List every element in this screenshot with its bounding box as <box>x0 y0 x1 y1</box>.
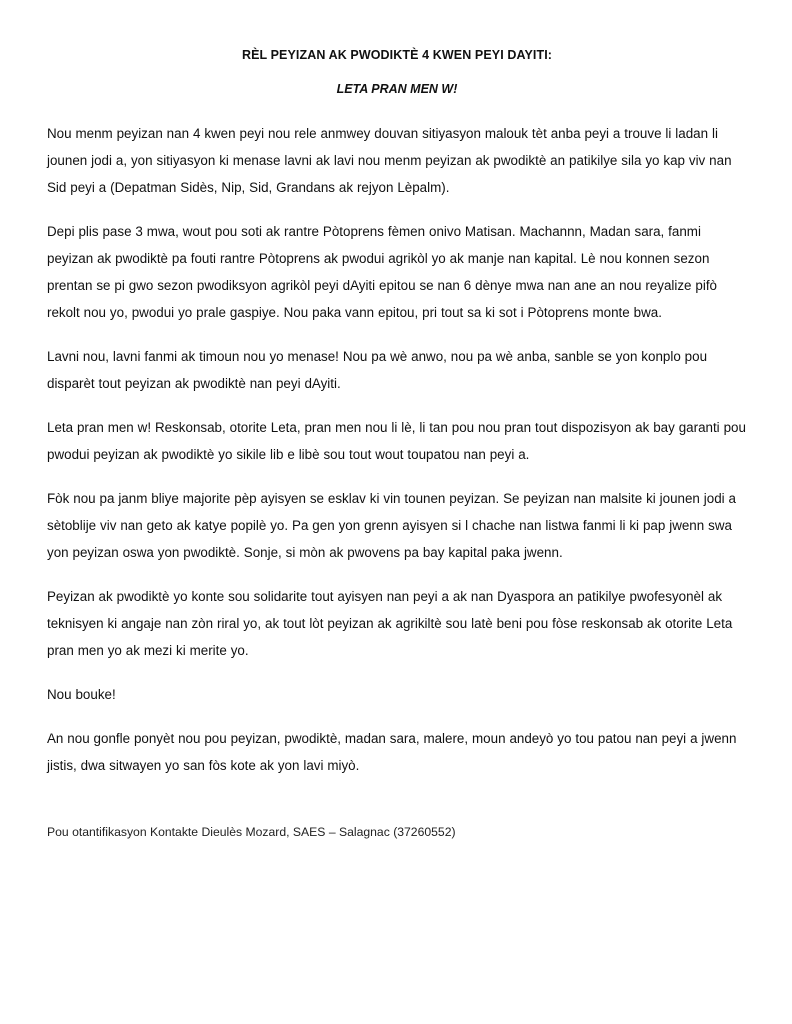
paragraph-4: Leta pran men w! Reskonsab, otorite Leta, pran men nou li lè, li tan pou nou pran tout dispozisyon ak bay garanti pou pwodui peyizan ak pwodiktè yo sikile lib e libè sou tout wout toupatou nan peyi a. <box>47 420 746 462</box>
paragraph-1: Nou menm peyizan nan 4 kwen peyi nou rele anmwey douvan sitiyasyon malouk tèt anba peyi a trouve li ladan li jounen jodi a, yon sitiyasyon ki menase lavni ak lavi nou menm peyizan ak pwodiktè an patikilye sila yo kap viv nan Sid peyi a (Depatman Sidès, Nip, Sid, Grandans ak rejyon Lèpalm). <box>47 126 732 195</box>
document-subtitle: LETA PRAN MEN W! <box>336 82 458 96</box>
paragraph-3: Lavni nou, lavni fanmi ak timoun nou yo menase! Nou pa wè anwo, nou pa wè anba, sanble se yon konplo pou disparèt tout peyizan ak pwodiktè nan peyi dAyiti. <box>47 349 708 391</box>
paragraph-5: Fòk nou pa janm bliye majorite pèp ayisyen se esklav ki vin tounen peyizan. Se peyizan nan malsite ki jounen jodi a sètoblije viv nan geto ak katye popilè yo. Pa gen yon grenn ayisyen si l chache nan listwa fanmi li ki pap jwenn swa yon peyizan oswa yon pwodiktè. Sonje, si mòn ak pwovens pa bay kapital paka jwenn. <box>47 491 736 560</box>
paragraph-6: Peyizan ak pwodiktè yo konte sou solidarite tout ayisyen nan peyi a ak nan Dyaspora an patikilye pwofesyonèl ak teknisyen ki angaje nan zòn riral yo, ak tout lòt peyizan ak agrikiltè sou latè beni pou fòse reskonsab ak otorite Leta pran men yo ak mezi ki merite yo. <box>47 589 733 658</box>
document-page <box>47 46 747 841</box>
paragraph-8: An nou gonfle ponyèt nou pou peyizan, pwodiktè, madan sara, malere, moun andeyò yo tou patou nan peyi a jwenn jistis, dwa sitwayen yo san fòs kote ak yon lavi miyò. <box>47 731 737 773</box>
paragraph-2: Depi plis pase 3 mwa, wout pou soti ak rantre Pòtoprens fèmen onivo Matisan. Machannn, Madan sara, fanmi peyizan ak pwodiktè pa fouti rantre Pòtoprens ak pwodui agrikòl yo ak manje nan kapital. Lè nou konnen sezon prentan se pi gwo sezon pwodiksyon agrikòl peyi dAyiti epitou se nan 6 dènye mwa nan ane an nou reyalize pifò rekolt nou yo, pwodui yo prale gaspiye. Nou paka vann epitou, pri tout sa ki sot i Pòtoprens monte bwa. <box>47 224 717 320</box>
paragraph-7: Nou bouke! <box>47 687 116 702</box>
document-title: RÈL PEYIZAN AK PWODIKTÈ 4 KWEN PEYI DAYITI: <box>241 48 553 62</box>
contact-line: Pou otantifikasyon Kontakte Dieulès Mozard, SAES – Salagnac (37260552) <box>47 825 456 839</box>
